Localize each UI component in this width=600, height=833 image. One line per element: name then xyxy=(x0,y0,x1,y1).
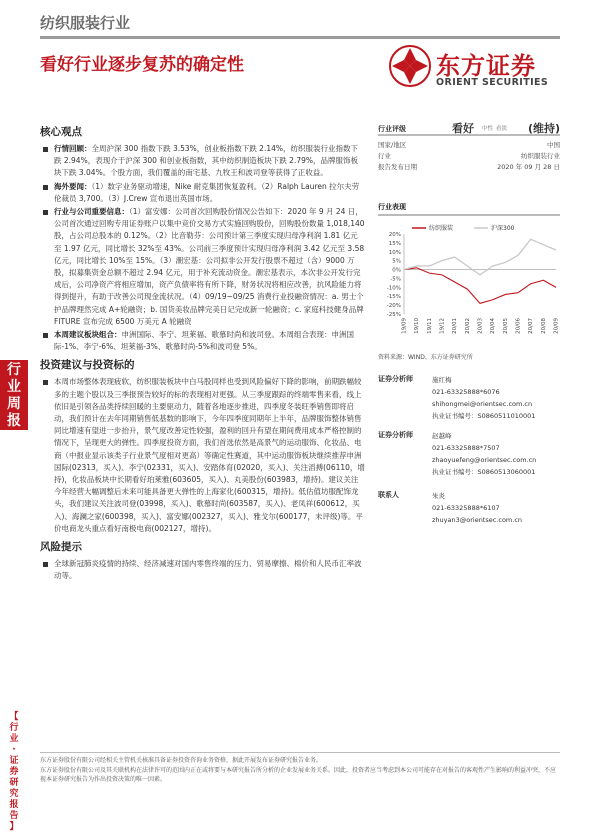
company-logo xyxy=(388,44,568,96)
header-rule xyxy=(40,36,560,39)
contact-email[interactable]: zhuyan3@orientsec.com.cn xyxy=(432,514,522,526)
chart-title: 行业表现 xyxy=(378,202,560,216)
contact-name: 赵越峰 xyxy=(432,430,536,442)
y-tick-label: -10% xyxy=(387,285,401,291)
side-note-char: 券 xyxy=(4,767,24,778)
y-tick-label: 5% xyxy=(392,259,401,265)
x-tick-label: 19/12 xyxy=(440,318,446,334)
disclaimer-footer xyxy=(40,756,560,785)
contact-role: 证券分析师 xyxy=(378,430,413,440)
side-note-char: 报 xyxy=(4,800,24,811)
bullet-text: 本周市场整体表现疲软，纺织服装板块中白马股同样也受到风险偏好下降的影响，前期跌幅较多的主题个股以及三季报预告较好的标的表现相对更强。从三季度跟踪的终端零售来看，线上依旧是引领各品类持续回暖的主要驱动力，随着各地逐步推进，四季度冬装旺季销售即将启动，我们预计在去年同期销售低基数的影响下，今年四季度同期年上半年，品牌服饰整体销售同比增速有望进一步抬升，景气度改善定性较强，盈利的回升有望在期间费用成本严格控制的情况下，呈现更大的弹性。四季度投资方面，我们首选依然是高景气的运动服饰、化妆品、电商（中报业显示该类子行业景气度相对更高）等确定性赛道，其中运动服饰板块继续推荐申洲国际(02313，买入)、李宁(02331，买入)、安踏体育(02020，买入)、关注滔搏(06110，增持)，化妆品板块中长期看好珀莱雅(603605，买入)、丸美股份(603983，增持)。建议关注今年经营大幅调整后未来可能具备更大弹性的上海家化(600315，增持)。低估值坊服配饰龙头，我们建议关注波司登(03998，买入)、歌慕时尚(603587，买入)、老凤祥(600612，买入)、海澜之家(600398，买入)、富安娜(002327，买入)、雅戈尔(600177，未评级)等。平价电商龙头重点看好南极电商(002127，增持)。 xyxy=(54,377,365,532)
contact-email[interactable]: shihongmei@orientsec.com.cn xyxy=(432,398,535,410)
risk-points-list xyxy=(40,558,365,582)
logo-text-cn: 东方证券 xyxy=(436,46,536,81)
rating-slow: 看淡 xyxy=(496,124,507,132)
y-tick-label: -15% xyxy=(387,294,401,300)
bullet-item xyxy=(40,206,365,328)
disclaimer-line: 东方证券股份有限公司及其关联机构在法律许可的范围内正在或将要与本研究报告所分析的企业发展业务关系。因此，投资者应当考虑到本公司可能存在对报告的客观性产生影响的利益冲突，不应视本证券研究报告为作出投资决策的唯一因素。 xyxy=(40,766,560,785)
bullet-item xyxy=(40,181,365,205)
side-note-char: 业 xyxy=(4,734,24,745)
footer-rule xyxy=(40,752,560,753)
side-label-char: 业 xyxy=(0,379,28,396)
rating-label: 行业评级 xyxy=(378,124,406,134)
industry-title: 纺织服装行业 xyxy=(40,12,130,33)
info-row xyxy=(378,151,560,162)
side-label-box xyxy=(0,360,28,430)
bullet-text: （1）数字业务驱动增速，Nike 耐克集团恢复盈利。（2）Ralph Lauren 拉尔夫劳伦裁员 3,700。（3）J.Crew 宣布退出英国市场。 xyxy=(54,182,359,203)
side-note-char: 】 xyxy=(4,822,24,833)
info-key: 国家/地区 xyxy=(378,141,406,149)
contact-block xyxy=(378,490,560,536)
section-title-advice: 投资建议与投资标的 xyxy=(40,357,365,372)
info-value: 2020 年 09 月 28 日 xyxy=(497,162,560,171)
contact-block xyxy=(378,430,560,486)
report-headline: 看好行业逐步复苏的确定性 xyxy=(40,50,244,75)
bullet-heading: 本周建议板块组合： xyxy=(54,330,122,339)
bullet-item xyxy=(40,376,365,535)
y-tick-label: -20% xyxy=(387,303,401,309)
x-tick-label: 20/06 xyxy=(516,318,522,334)
y-tick-label: -25% xyxy=(387,312,401,318)
x-tick-label: 19/10 xyxy=(414,318,420,334)
x-tick-label: 20/04 xyxy=(490,318,496,334)
contact-role: 联系人 xyxy=(378,490,399,500)
rating-value: 看好 xyxy=(452,120,474,136)
legend-label: 纺织服装 xyxy=(429,224,453,232)
side-label-char: 行 xyxy=(0,362,28,379)
bullet-heading: 行业与公司重要信息： xyxy=(54,207,129,216)
contact-email[interactable]: zhaoyuefeng@orientsec.com.cn xyxy=(432,454,536,466)
rating-row xyxy=(378,120,560,136)
info-row xyxy=(378,140,560,151)
contact-phone: 021-63325888*6076 xyxy=(432,386,535,398)
side-label-char: 周 xyxy=(0,396,28,413)
side-note-char: 行 xyxy=(4,723,24,734)
rating-mid: 中性 xyxy=(482,124,493,132)
chart-source: 资料来源：WIND、东方证券研究所 xyxy=(378,352,473,361)
x-tick-label: 20/08 xyxy=(541,318,547,334)
series-line-textile xyxy=(404,268,556,304)
bullet-text: 申洲国际、李宁、坦莱福、歌慕时尚和波司登。本周组合表现：申洲国际-1%、李宁-6%、坦莱福-3%、歌慕时尚-5%和波司登 5%。 xyxy=(54,330,354,351)
x-tick-label: 20/03 xyxy=(478,318,484,334)
info-value: 纺织服装行业 xyxy=(521,151,560,160)
bullet-heading: 海外要闻： xyxy=(54,182,92,191)
y-tick-label: 15% xyxy=(389,241,401,247)
main-column xyxy=(40,120,365,584)
bullet-heading: 行情回顾： xyxy=(54,144,92,153)
bullet-item xyxy=(40,329,365,353)
x-tick-label: 20/07 xyxy=(528,318,534,334)
rating-keep: (维持) xyxy=(528,120,560,136)
info-row xyxy=(378,162,560,173)
contact-phone: 021-63325888*6107 xyxy=(432,502,522,514)
y-tick-label: 0% xyxy=(392,268,401,274)
side-note-char: 研 xyxy=(4,778,24,789)
y-tick-label: -5% xyxy=(390,276,401,282)
info-key: 行业 xyxy=(378,152,391,160)
contact-name: 施红梅 xyxy=(432,374,535,386)
bullet-item xyxy=(40,143,365,180)
side-note-char: · xyxy=(4,745,24,756)
core-points-list xyxy=(40,143,365,353)
bullet-item xyxy=(40,558,365,582)
legend-label: 沪深300 xyxy=(491,224,515,232)
contact-cert: 执业证书编号：S0860511010001 xyxy=(432,410,535,422)
bullet-text: （1）富安娜：公司首次回购股份情况公告如下：2020 年 9 月 24 日，公司首次通过回购专用证券账户以集中竞价交易方式实施回购股份，回购股份数量 1,018,140 股，占公司总股本的 0.12%。（2）比音勒芬：公司预计第三季度实现归母净利润 1.81 亿元至 1.97 亿元，同比增长 32%至 43%。公司前三季度预计实现归母净利润 3.42 亿元至 3.58 亿元，同比增长 10%至 15%。（3）潮宏基：公司拟非公开发行股票不超过（含）9000 万股，拟募集资金总额不超过 2.94 亿元，用于补充流动资金。潮宏基表示，本次非公开发行完成后，公司净资产将相应增加，资产负债率将有所下降，财务状况将相应改善，抗风险能力将得到提升，有助于改善公司现金流状况。（4）09/19~09/25 消费行业投融资情况：a. 男士个护品牌理然完成 A+轮融资；b. 国货美妆品牌完美日记完成新一轮融资；c. 家庭科技健身品牌 FITURE 宣布完成 6500 万美元 A 轮融资 xyxy=(54,207,365,326)
side-label xyxy=(0,360,28,430)
rating-panel xyxy=(378,120,560,173)
x-tick-label: 20/09 xyxy=(554,318,560,334)
x-tick-label: 20/05 xyxy=(503,318,509,334)
bullet-text: 全周沪深 300 指数下跌 3.53%，创业板指数下跌 2.14%，纺织服装行业指数下跌 2.94%，表现介于沪深 300 和创业板指数，其中纺织制造板块下跌 2.79%，品牌服饰板块下跌 3.04%。个股方面，我们覆盖的南宅基、九牧王和波司登等获得了正收益。 xyxy=(54,144,358,177)
report-header xyxy=(40,10,560,36)
contact-name: 朱炎 xyxy=(432,490,522,502)
contact-role: 证券分析师 xyxy=(378,374,413,384)
section-title-core: 核心观点 xyxy=(40,124,365,139)
logo-text-en: ORIENT SECURITIES xyxy=(436,77,548,88)
side-note-char: 告 xyxy=(4,811,24,822)
y-tick-label: 20% xyxy=(389,232,401,238)
industry-performance-chart xyxy=(378,222,560,342)
info-value: 中国 xyxy=(547,140,560,149)
disclaimer-line: 东方证券股份有限公司经相关主管机关核准具备证券投资咨询业务资格，据此开展发布证券研究报告业务。 xyxy=(40,756,560,766)
x-tick-label: 20/02 xyxy=(465,318,471,334)
info-key: 报告发布日期 xyxy=(378,163,417,171)
x-tick-label: 19/11 xyxy=(427,318,433,334)
contact-block xyxy=(378,374,560,430)
y-tick-label: 10% xyxy=(389,250,401,256)
side-label-char: 报 xyxy=(0,413,28,430)
bullet-text: 全球新冠肺炎疫情的持续、经济减速对国内零售终端的压力、贸易摩擦、棉价和人民币汇率波动等。 xyxy=(54,559,362,580)
side-note-char: 证 xyxy=(4,756,24,767)
contact-phone: 021-63325888*7507 xyxy=(432,442,536,454)
side-note xyxy=(4,712,24,833)
advice-points-list xyxy=(40,376,365,535)
x-tick-label: 19/09 xyxy=(402,318,408,334)
side-note-char: 【 xyxy=(4,712,24,723)
x-tick-label: 20/01 xyxy=(452,318,458,334)
logo-mark-icon xyxy=(388,44,432,88)
side-note-char: 究 xyxy=(4,789,24,800)
section-title-risk: 风险提示 xyxy=(40,539,365,554)
contact-cert: 执业证书编号：S0860513060001 xyxy=(432,466,536,478)
